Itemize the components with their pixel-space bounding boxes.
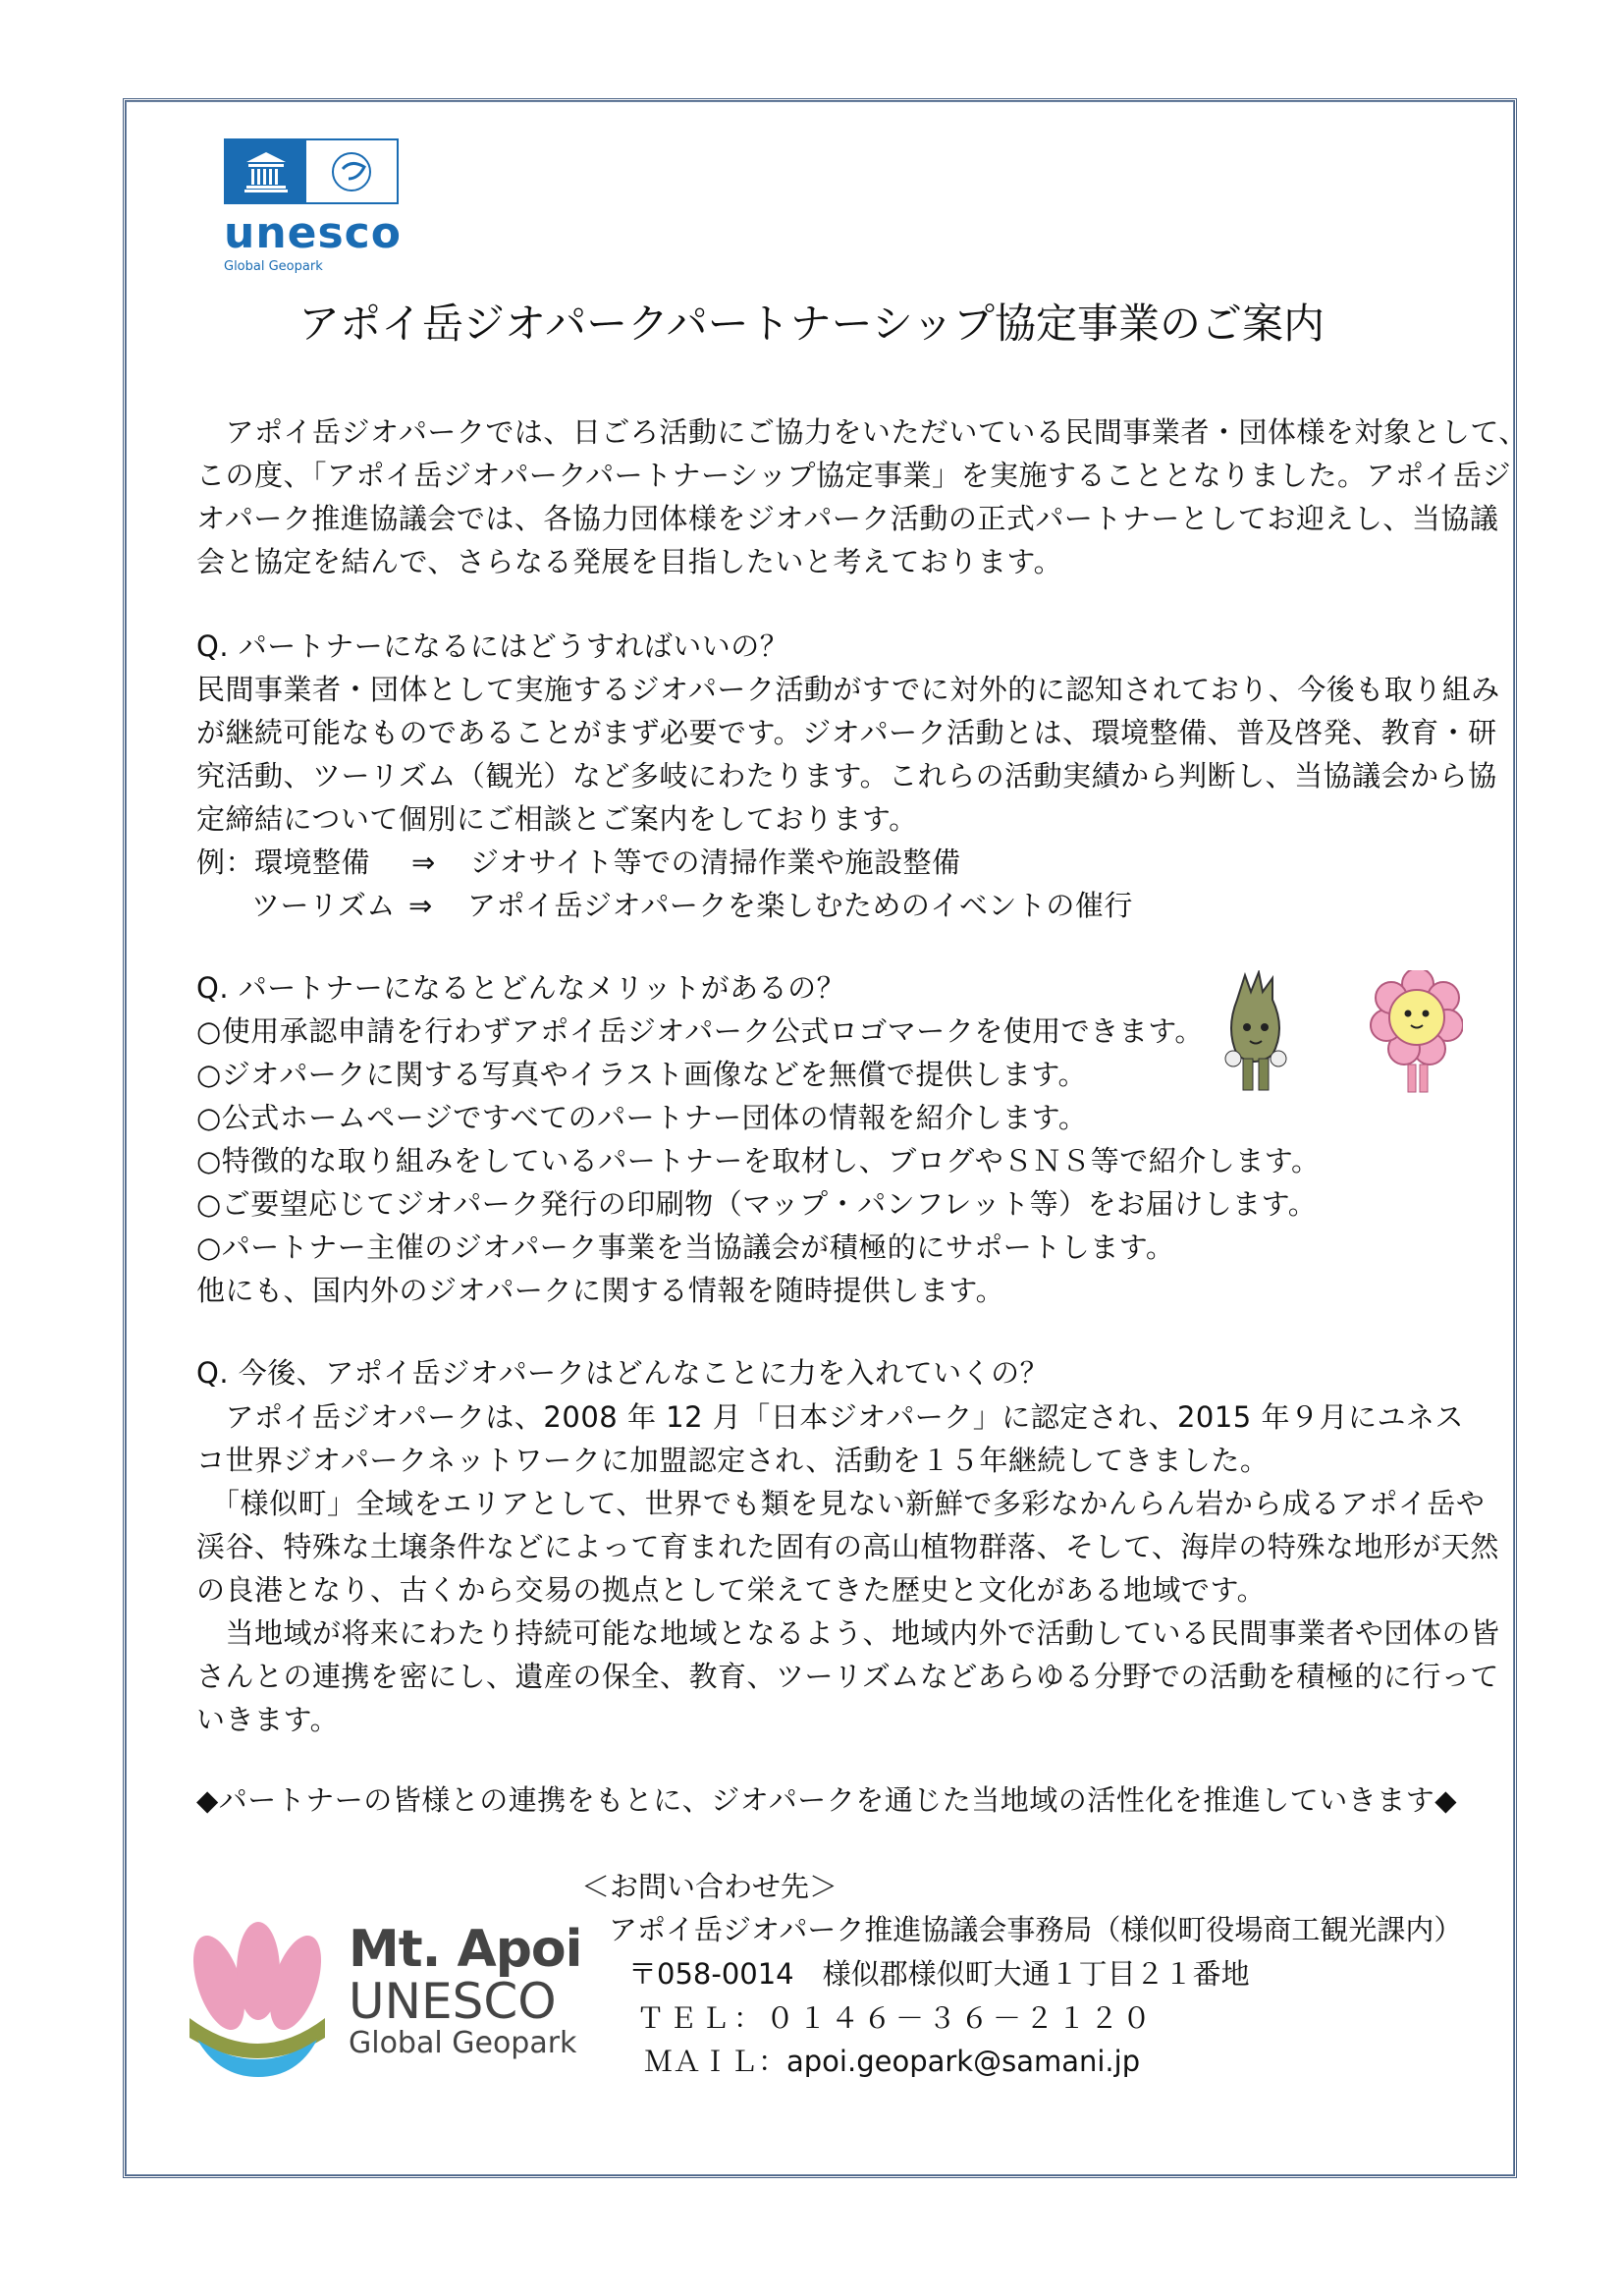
mascot-characters	[1217, 970, 1463, 1100]
lotus-icon	[180, 1922, 337, 2079]
q2-line: ○ジオパークに関する写真やイラスト画像などを無償で提供します。	[196, 1058, 1088, 1091]
unesco-wordmark: unesco	[224, 208, 402, 258]
example-row	[251, 884, 1133, 927]
q2-line: ○パートナー主催のジオパーク事業を当協議会が積極的にサポートします。	[196, 1230, 1175, 1264]
closing-statement: ◆パートナーの皆様との連携をもとに、ジオパークを通じた当地域の活性化を推進していきます◆	[196, 1783, 1458, 1817]
example-detail: アポイ岳ジオパークを楽しむためのイベントの催行	[467, 889, 1133, 922]
logo-line-unesco: UNESCO	[349, 1973, 557, 2030]
q2-line: ○ご要望応じてジオパーク発行の印刷物（マップ・パンフレット等）をお届けします。	[196, 1187, 1318, 1221]
q1-question: Q. パートナーになるにはどうすればいいの？	[196, 629, 789, 663]
q3-line: の良港となり、古くから交易の拠点として栄えてきた歴史と文化がある地域です。	[196, 1573, 1267, 1607]
q1-line: 民間事業者・団体として実施するジオパーク活動がすでに対外的に認知されており、今後も取り組み	[196, 673, 1500, 706]
example-detail: ジオサイト等での清掃作業や施設整備	[470, 846, 961, 879]
example-field: ツーリズム	[251, 889, 396, 922]
contact-address: 〒058-0014 様似郡様似町大通１丁目２１番地	[628, 1957, 1250, 1991]
arrow-icon: ⇒	[411, 846, 436, 879]
intro-line: この度、「アポイ岳ジオパークパートナーシップ協定事業」を実施することとなりました。アポイ岳ジ	[196, 459, 1512, 492]
contact-tel: ＴＥＬ：０１４６－３６－２１２０	[636, 2001, 1156, 2035]
q2-line: ○公式ホームページですべてのパートナー団体の情報を紹介します。	[196, 1101, 1088, 1134]
logo-subtitle: Global Geopark	[224, 259, 323, 274]
logo-line-mt-apoi: Mt. Apoi	[349, 1920, 582, 1979]
intro-line: 会と協定を結んで、さらなる発展を目指したいと考えております。	[196, 545, 1063, 578]
q3-line: さんとの連携を密にし、遺産の保全、教育、ツーリズムなどあらゆる分野での活動を積極的に行って	[196, 1660, 1499, 1693]
logo-line-global-geopark: Global Geopark	[349, 2026, 577, 2060]
intro-line: オパーク推進協議会では、各協力団体様をジオパーク活動の正式パートナーとしてお迎えし、当協議	[196, 502, 1499, 535]
example-prefix: 例：	[196, 846, 255, 879]
example-field: 環境整備	[254, 846, 371, 879]
q2-line: 他にも、国内外のジオパークに関する情報を随時提供します。	[196, 1274, 1005, 1307]
q3-question: Q. 今後、アポイ岳ジオパークはどんなことに力を入れていくの？	[196, 1356, 1050, 1390]
q3-line: 「様似町」全域をエリアとして、世界でも類を見ない新鮮で多彩なかんらん岩から成るアポイ岳や	[196, 1487, 1486, 1520]
contact-mail[interactable]: ＭＡＩＬ：apoi.geopark@samani.jp	[644, 2045, 1141, 2078]
q2-line: ○特徴的な取り組みをしているパートナーを取材し、ブログやＳＮＳ等で紹介します。	[196, 1144, 1321, 1177]
page-title: アポイ岳ジオパークパートナーシップ協定事業のご案内	[298, 300, 1325, 348]
q3-line: コ世界ジオパークネットワークに加盟認定され、活動を１５年継続してきました。	[196, 1444, 1270, 1477]
mt-apoi-geopark-logo	[180, 1922, 592, 2079]
q3-line: アポイ岳ジオパークは、2008 年 12 月「日本ジオパーク」に認定され、2015 年９月にユネス	[196, 1400, 1464, 1434]
q1-line: 定締結について個別にご相談とご案内をしております。	[196, 802, 918, 836]
q2-line: ○使用承認申請を行わずアポイ岳ジオパーク公式ロゴマークを使用できます。	[196, 1014, 1204, 1048]
q3-line: 当地域が将来にわたり持続可能な地域となるよう、地域内外で活動している民間事業者や団体の皆	[196, 1616, 1500, 1650]
contact-heading: ＜お問い合わせ先＞	[581, 1870, 839, 1903]
contact-office: アポイ岳ジオパーク推進協議会事務局（様似町役場商工観光課内）	[609, 1913, 1463, 1946]
arrow-icon: ⇒	[408, 889, 433, 922]
rock-mascot-icon	[1225, 972, 1286, 1090]
geopark-globe-icon	[306, 140, 397, 202]
flower-mascot-icon	[1371, 970, 1463, 1092]
q1-line: が継続可能なものであることがまず必要です。ジオパーク活動とは、環境整備、普及啓発、教育・研	[196, 716, 1497, 749]
unesco-global-geopark-logo	[224, 138, 402, 274]
q3-line: 渓谷、特殊な土壌条件などによって育まれた固有の高山植物群落、そして、海岸の特殊な地形が天然	[196, 1530, 1499, 1563]
temple-icon	[226, 140, 306, 202]
q1-line: 究活動、ツーリズム（観光）など多岐にわたります。これらの活動実績から判断し、当協議会から協	[196, 759, 1497, 793]
q3-line: いきます。	[196, 1703, 340, 1736]
intro-line: アポイ岳ジオパークでは、日ごろ活動にご協力をいただいている民間事業者・団体様を対象として、	[196, 415, 1528, 449]
q2-question: Q. パートナーになるとどんなメリットがあるの？	[196, 971, 846, 1005]
example-row	[196, 841, 961, 884]
